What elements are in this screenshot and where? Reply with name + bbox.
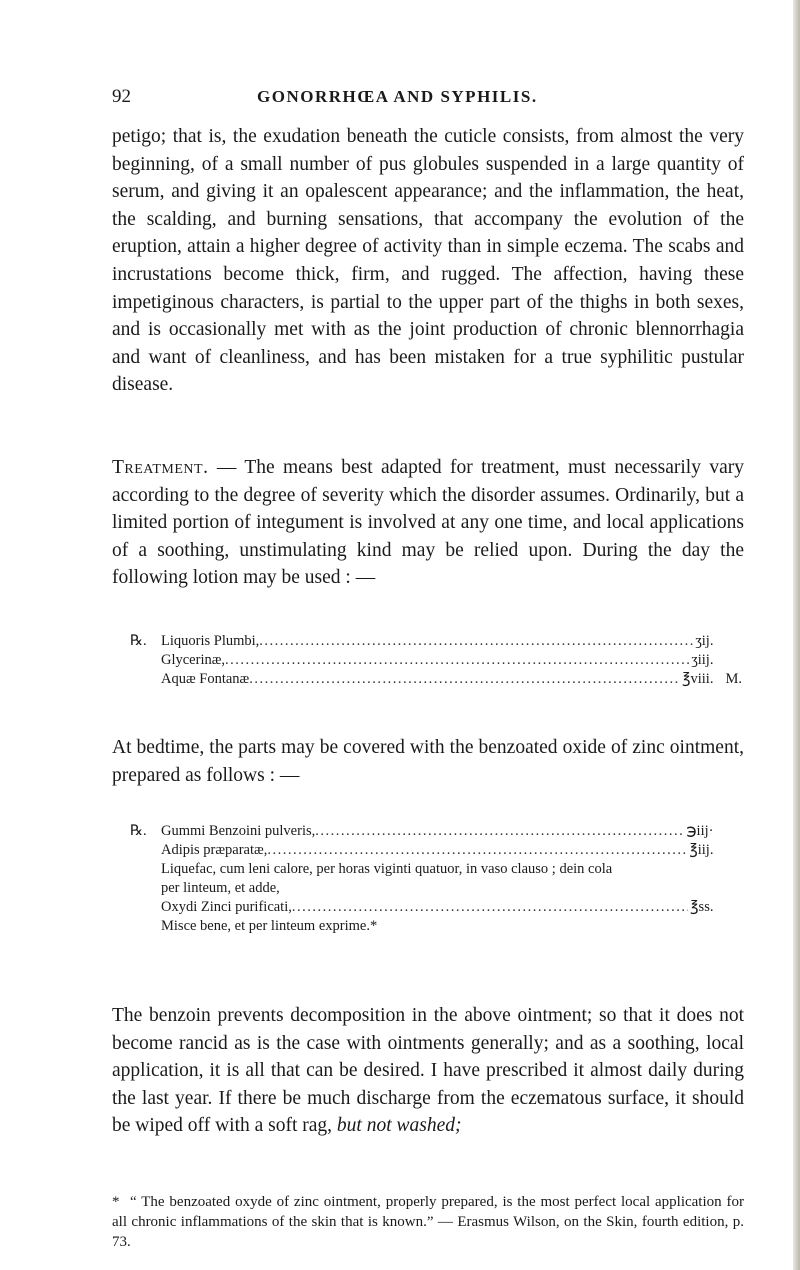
paragraph-bedtime: At bedtime, the parts may be covered with the benzoated oxide of zinc ointment, prepared as follows : — [112, 737, 744, 786]
treatment-text: — The means best adapted for treatment, must necessarily vary according to the degree of severity which the disorder assumes. Ordinarily, but a limited portion of integument is involved at any one time, and local applications of a soothing, unstimulating kind may be relied upon. During the day the following lotion may be used : — [112, 457, 744, 589]
leader-dots [259, 632, 693, 651]
page-edge [793, 0, 800, 1270]
ingredient: Liquoris Plumbi, [161, 633, 260, 649]
running-title: GONORRHŒA AND SYPHILIS. [257, 87, 538, 106]
quantity: ℥ss. [690, 899, 714, 915]
ingredient: Oxydi Zinci purificati, [161, 899, 292, 915]
ointment-prescription [130, 822, 742, 936]
leader-dots [225, 651, 689, 670]
paragraph-impetigo: petigo; that is, the exudation beneath the cuticle consists, from almost the very beginning, of a small number of pus globules suspended in a large quantity of serum, and giving it an opalescent appearance; and the inflammation, the heat, the scalding, and burning sensations, that accompany the evolution of the eruption, attain a higher degree of activity than in simple eczema. The scabs and incrustations become thick, firm, and rugged. The affection, having these impetiginous characters, is partial to the upper part of the thighs in both sexes, and is occasionally met with as the joint production of chronic blennorrhagia and want of cleanliness, and has been mistaken for a true syphilitic pustular disease. [112, 126, 744, 396]
footnote-marker: * [112, 1194, 120, 1210]
ingredient: Glycerinæ, [161, 652, 226, 668]
prescription-closing: Misce bene, et per linteum exprime.* [161, 918, 378, 934]
prescription-line [130, 841, 742, 860]
paragraph-treatment [112, 454, 744, 592]
prescription-line [130, 898, 742, 917]
quantity: ℥iij. [689, 842, 714, 858]
quantity: ℈iij· [686, 823, 714, 839]
quantity: ʒiij. [691, 652, 714, 668]
ingredient: Aquæ Fontanæ [161, 671, 250, 687]
prescription-line [130, 632, 742, 651]
leader-dots [249, 670, 680, 689]
page-number: 92 [112, 86, 131, 107]
leader-dots [292, 898, 688, 917]
lotion-prescription [130, 632, 742, 689]
leader-dots [315, 822, 684, 841]
footnote-text: “ The benzoated oxyde of zinc ointment, properly prepared, is the most perfect local application for all chronic inflammations of the skin that is known.” — Erasmus Wilson, on the Skin, fourth edition, p. 73. [112, 1194, 744, 1250]
recipe-symbol: ℞. [130, 823, 147, 839]
benzoin-text: The benzoin prevents decomposition in the above ointment; so that it does not become rancid as is the case with ointments generally; and as a soothing, local application, it is all that can be desired. I have prescribed it almost daily during the last year. If there be much discharge from the eczematous surface, it should be wiped off with a soft rag, [112, 1005, 744, 1137]
leader-dots [267, 841, 687, 860]
footnote [112, 1192, 744, 1252]
quantity: ʒij. [695, 633, 714, 649]
misce-mark: M. [725, 671, 742, 687]
treatment-heading: Treatment. [112, 457, 209, 478]
prescription-line [130, 651, 742, 670]
ingredient: Adipis præparatæ, [161, 842, 268, 858]
prescription-instruction: Liquefac, cum leni calore, per horas viginti quatuor, in vaso clauso ; dein cola per linteum, et adde, [161, 861, 613, 896]
ingredient: Gummi Benzoini pulveris, [161, 823, 316, 839]
prescription-line [130, 822, 742, 841]
paragraph-benzoin [112, 1002, 744, 1140]
recipe-symbol: ℞. [130, 633, 147, 649]
prescription-line [130, 670, 742, 689]
benzoin-italic: but not washed; [336, 1115, 462, 1137]
quantity: ℥viii. [682, 671, 714, 687]
